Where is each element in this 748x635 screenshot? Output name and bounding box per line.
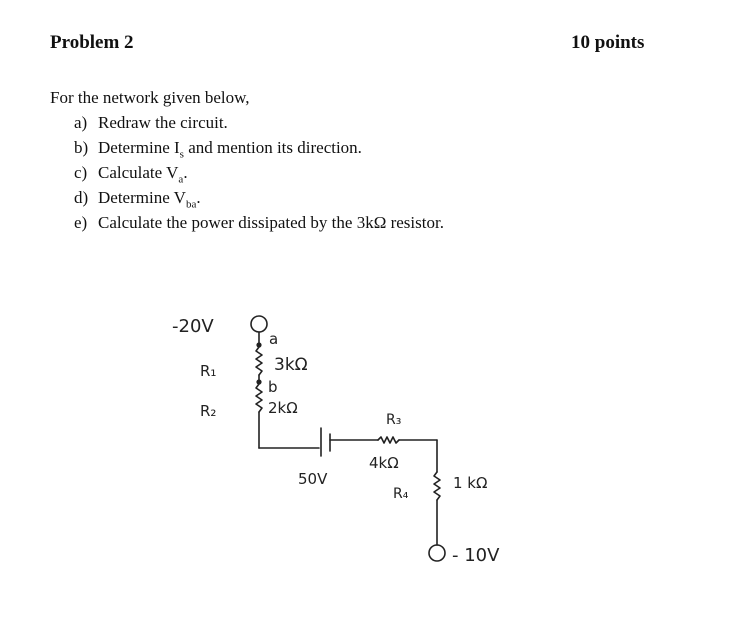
question-text: Determine V xyxy=(98,188,186,207)
node-b-label: b xyxy=(268,378,278,396)
question-label: e) xyxy=(74,213,88,232)
question-text: Determine I xyxy=(98,138,180,157)
points-label: 10 points xyxy=(571,32,645,53)
top-terminal xyxy=(251,316,267,332)
resistor-r2 xyxy=(256,384,262,412)
question-text: Calculate the power dissipated by the 3kΩ resistor. xyxy=(98,213,444,232)
question-text: Redraw the circuit. xyxy=(98,113,228,132)
resistor-r4 xyxy=(434,472,440,500)
question-text: Calculate V xyxy=(98,163,179,182)
problem-intro: For the network given below, xyxy=(50,88,250,107)
node-a-label: a xyxy=(269,330,279,348)
r4-name-label: R₄ xyxy=(393,486,409,502)
subscript: ba xyxy=(185,198,197,211)
r2-value-label: 2kΩ xyxy=(268,399,298,417)
bottom-terminal xyxy=(429,545,445,561)
subscript: a xyxy=(178,173,184,186)
problem-title: Problem 2 xyxy=(50,32,134,53)
r2-name-label: R₂ xyxy=(200,402,217,420)
r3-value-label: 4kΩ xyxy=(369,454,399,472)
question-text-tail: . xyxy=(196,188,201,207)
battery-value-label: 50V xyxy=(298,470,328,488)
r4-value-label: 1 kΩ xyxy=(453,474,488,492)
question-label: c) xyxy=(74,163,88,182)
question-label: b) xyxy=(74,138,89,157)
question-text-tail: . xyxy=(183,163,188,182)
question-text-tail: and mention its direction. xyxy=(183,138,362,157)
resistor-r1 xyxy=(256,347,262,375)
r1-name-label: R₁ xyxy=(200,362,217,380)
r3-name-label: R₃ xyxy=(386,412,402,428)
subscript: s xyxy=(179,148,184,161)
top-voltage-label: -20V xyxy=(172,316,214,337)
bottom-voltage-label: - 10V xyxy=(452,545,500,566)
question-label: a) xyxy=(74,113,88,132)
r1-value-label: 3kΩ xyxy=(274,355,308,375)
resistor-r3 xyxy=(378,437,399,443)
question-label: d) xyxy=(74,188,89,207)
